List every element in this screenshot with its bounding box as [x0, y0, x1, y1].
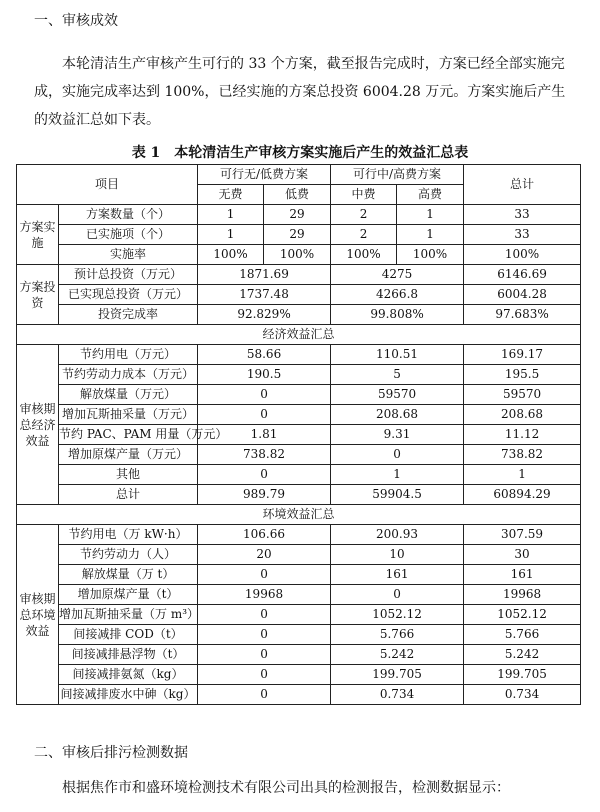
table-cell: 29 — [264, 225, 331, 245]
outro-paragraph: 根据焦作市和盛环境检测技术有限公司出具的检测报告，检测数据显示： — [62, 780, 510, 796]
table-row — [17, 385, 581, 405]
row-label: 间接减排氨氮（kg） — [59, 665, 198, 685]
table-cell: 161 — [464, 565, 581, 585]
row-label: 解放煤量（万元） — [59, 385, 198, 405]
section-heading-1: 一、审核成效 — [34, 13, 118, 29]
table-cell: 100% — [464, 245, 581, 265]
table-cell: 106.66 — [198, 525, 331, 545]
table-cell: 0 — [198, 665, 331, 685]
row-label: 间接减排废水中砷（kg） — [59, 685, 198, 705]
table-row — [17, 465, 581, 485]
table-row — [17, 245, 581, 265]
env-section-title: 环境效益汇总 — [17, 505, 581, 525]
table-cell: 4266.8 — [331, 285, 464, 305]
table-cell: 307.59 — [464, 525, 581, 545]
table-cell: 30 — [464, 545, 581, 565]
table-cell: 2 — [331, 225, 397, 245]
table-row — [17, 285, 581, 305]
row-label: 间接减排 COD（t） — [59, 625, 198, 645]
section-heading-2: 二、审核后排污检测数据 — [34, 745, 188, 761]
intro-paragraph: 本轮清洁生产审核产生可行的 33 个方案，截至报告完成时，方案已经全部实施完成，实施完成率达到 100%，已经实施的方案总投资 6004.28 万元。方案实施后产生的效益汇总如下表。 — [34, 56, 566, 128]
table-cell: 29 — [264, 205, 331, 225]
table-cell: 19968 — [464, 585, 581, 605]
row-label: 方案数量（个） — [59, 205, 198, 225]
row-label: 节约 PAC、PAM 用量（万元） — [59, 425, 198, 445]
table-cell: 0 — [331, 585, 464, 605]
row-label: 预计总投资（万元） — [59, 265, 198, 285]
section-title-row — [17, 325, 581, 345]
table-cell: 4275 — [331, 265, 464, 285]
header-item: 项目 — [17, 165, 198, 205]
table-cell: 9.31 — [331, 425, 464, 445]
econ-section-title: 经济效益汇总 — [17, 325, 581, 345]
row-label: 实施率 — [59, 245, 198, 265]
table-row — [17, 305, 581, 325]
table-cell: 1.81 — [198, 425, 331, 445]
row-label: 投资完成率 — [59, 305, 198, 325]
table-cell: 738.82 — [198, 445, 331, 465]
table-row — [17, 545, 581, 565]
table-cell: 97.683% — [464, 305, 581, 325]
table-row — [17, 625, 581, 645]
table-row — [17, 565, 581, 585]
table-cell: 0 — [198, 685, 331, 705]
table-row — [17, 645, 581, 665]
table-cell: 10 — [331, 545, 464, 565]
table-cell: 0 — [198, 605, 331, 625]
table-cell: 208.68 — [464, 405, 581, 425]
table-cell: 989.79 — [198, 485, 331, 505]
table-cell: 1 — [397, 205, 464, 225]
table-cell: 33 — [464, 205, 581, 225]
header-subcolumn: 高费 — [397, 185, 464, 205]
row-label: 间接减排悬浮物（t） — [59, 645, 198, 665]
table-row — [17, 205, 581, 225]
group-label: 审核期总经济效益 — [17, 345, 59, 505]
table-cell: 33 — [464, 225, 581, 245]
table-cell: 1052.12 — [331, 605, 464, 625]
group-label: 审核期总环境效益 — [17, 525, 59, 705]
row-label: 增加原煤产量（t） — [59, 585, 198, 605]
table-row — [17, 485, 581, 505]
table-cell: 60894.29 — [464, 485, 581, 505]
table-cell: 5.242 — [464, 645, 581, 665]
table-cell: 0.734 — [331, 685, 464, 705]
group-label: 方案实施 — [17, 205, 59, 265]
table-cell: 738.82 — [464, 445, 581, 465]
table-cell: 0 — [198, 385, 331, 405]
table-cell: 1 — [198, 225, 264, 245]
table-row — [17, 265, 581, 285]
row-label: 已实现总投资（万元） — [59, 285, 198, 305]
benefit-summary-table — [16, 164, 581, 705]
table-row — [17, 225, 581, 245]
row-label: 增加瓦斯抽采量（万元） — [59, 405, 198, 425]
row-label: 已实施项（个） — [59, 225, 198, 245]
row-label: 增加原煤产量（万元） — [59, 445, 198, 465]
table-cell: 100% — [331, 245, 397, 265]
table-cell: 1052.12 — [464, 605, 581, 625]
table-row — [17, 345, 581, 365]
table-cell: 169.17 — [464, 345, 581, 365]
table-cell: 100% — [198, 245, 264, 265]
table-cell: 58.66 — [198, 345, 331, 365]
table-cell: 59570 — [464, 385, 581, 405]
table-cell: 1871.69 — [198, 265, 331, 285]
table-cell: 5.766 — [331, 625, 464, 645]
row-label: 节约劳动力（人） — [59, 545, 198, 565]
table-cell: 0 — [198, 565, 331, 585]
table-cell: 0.734 — [464, 685, 581, 705]
header-low-cost: 可行无/低费方案 — [198, 165, 331, 185]
table-cell: 190.5 — [198, 365, 331, 385]
table-row — [17, 405, 581, 425]
table-cell: 11.12 — [464, 425, 581, 445]
table-cell: 0 — [331, 445, 464, 465]
table-cell: 5.766 — [464, 625, 581, 645]
table-header-row — [17, 165, 581, 185]
table-row — [17, 525, 581, 545]
row-label: 其他 — [59, 465, 198, 485]
table-cell: 100% — [397, 245, 464, 265]
table-cell: 195.5 — [464, 365, 581, 385]
table-cell: 110.51 — [331, 345, 464, 365]
table-cell: 161 — [331, 565, 464, 585]
table-cell: 0 — [198, 625, 331, 645]
row-label: 增加瓦斯抽采量（万 m³） — [59, 605, 198, 625]
table-cell: 1 — [198, 205, 264, 225]
table-cell: 5 — [331, 365, 464, 385]
table-cell: 100% — [264, 245, 331, 265]
table-cell: 200.93 — [331, 525, 464, 545]
table-caption: 表 1 本轮清洁生产审核方案实施后产生的效益汇总表 — [131, 145, 469, 161]
table-cell: 208.68 — [331, 405, 464, 425]
table-row — [17, 685, 581, 705]
table-row — [17, 445, 581, 465]
header-subcolumn: 中费 — [331, 185, 397, 205]
row-label: 总计 — [59, 485, 198, 505]
header-high-cost: 可行中/高费方案 — [331, 165, 464, 185]
table-cell: 59570 — [331, 385, 464, 405]
table-cell: 2 — [331, 205, 397, 225]
table-cell: 6004.28 — [464, 285, 581, 305]
table-cell: 99.808% — [331, 305, 464, 325]
table-cell: 199.705 — [331, 665, 464, 685]
table-cell: 0 — [198, 645, 331, 665]
table-cell: 1 — [464, 465, 581, 485]
row-label: 节约用电（万 kW·h） — [59, 525, 198, 545]
table-row — [17, 665, 581, 685]
table-cell: 1 — [397, 225, 464, 245]
table-cell: 5.242 — [331, 645, 464, 665]
section-title-row — [17, 505, 581, 525]
table-cell: 1737.48 — [198, 285, 331, 305]
table-row — [17, 365, 581, 385]
table-cell: 0 — [198, 405, 331, 425]
table-cell: 0 — [198, 465, 331, 485]
table-cell: 92.829% — [198, 305, 331, 325]
table-row — [17, 585, 581, 605]
row-label: 节约用电（万元） — [59, 345, 198, 365]
table-row — [17, 425, 581, 445]
header-subcolumn: 无费 — [198, 185, 264, 205]
row-label: 解放煤量（万 t） — [59, 565, 198, 585]
header-total: 总计 — [464, 165, 581, 205]
table-cell: 6146.69 — [464, 265, 581, 285]
header-subcolumn: 低费 — [264, 185, 331, 205]
table-cell: 20 — [198, 545, 331, 565]
table-cell: 19968 — [198, 585, 331, 605]
group-label: 方案投资 — [17, 265, 59, 325]
table-row — [17, 605, 581, 625]
table-cell: 1 — [331, 465, 464, 485]
table-cell: 59904.5 — [331, 485, 464, 505]
table-cell: 199.705 — [464, 665, 581, 685]
row-label: 节约劳动力成本（万元） — [59, 365, 198, 385]
